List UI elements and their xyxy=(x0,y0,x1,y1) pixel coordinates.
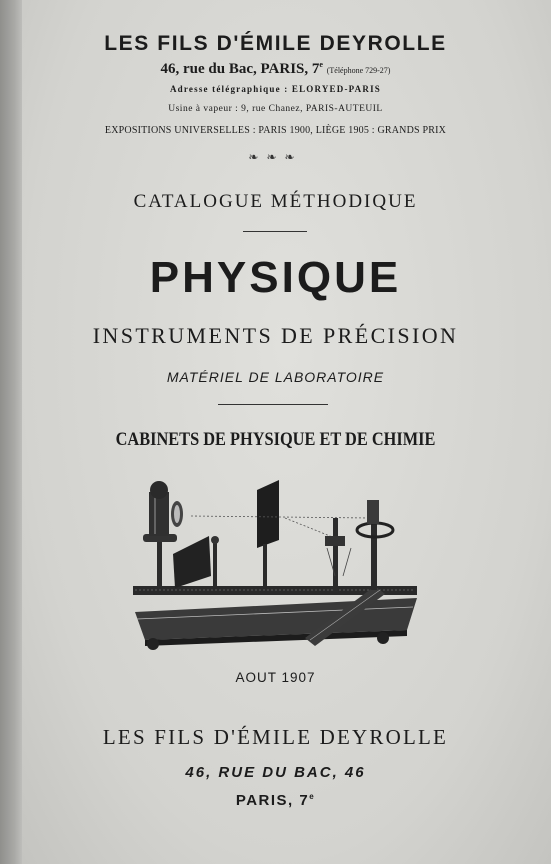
footer-firm-name: LES FILS D'ÉMILE DEYROLLE xyxy=(102,725,449,749)
footer-street: 46, RUE DU BAC, 46 xyxy=(185,764,366,781)
header-firm-name: LES FILS D'ÉMILE DEYROLLE xyxy=(104,32,447,55)
footer-city-suffix: e xyxy=(309,792,316,801)
catalogue-label: CATALOGUE MÉTHODIQUE xyxy=(133,191,418,212)
header-address xyxy=(0,60,551,78)
header-exhibitions: EXPOSITIONS UNIVERSELLES : PARIS 1900, LIÈGE 1905 : GRANDS PRIX xyxy=(104,125,447,136)
footer-city: PARIS, 7 xyxy=(235,792,310,809)
header-telephone: (Téléphone 729-27) xyxy=(326,66,391,75)
fleuron-ornament: ❧❧❧ xyxy=(248,150,303,164)
catalogue-title: PHYSIQUE xyxy=(149,253,402,302)
catalogue-subtitle: INSTRUMENTS DE PRÉCISION xyxy=(92,323,459,348)
header-telegraph: Adresse télégraphique : ELORYED-PARIS xyxy=(169,84,381,94)
catalogue-sub-subtitle: MATÉRIEL DE LABORATOIRE xyxy=(166,369,385,385)
footer-city-line xyxy=(0,792,551,809)
divider-rule xyxy=(218,404,328,405)
catalogue-section: CABINETS DE PHYSIQUE ET DE CHIMIE xyxy=(115,429,436,450)
header-address-suffix: e xyxy=(319,60,323,69)
optical-bench-apparatus-icon xyxy=(125,478,425,656)
header-factory: Usine à vapeur : 9, rue Chanez, PARIS-AUTEUIL xyxy=(168,104,383,114)
divider-rule xyxy=(243,231,307,232)
catalogue-date: AOUT 1907 xyxy=(235,670,316,685)
header-address-main: 46, rue du Bac, PARIS, 7 xyxy=(160,61,320,77)
